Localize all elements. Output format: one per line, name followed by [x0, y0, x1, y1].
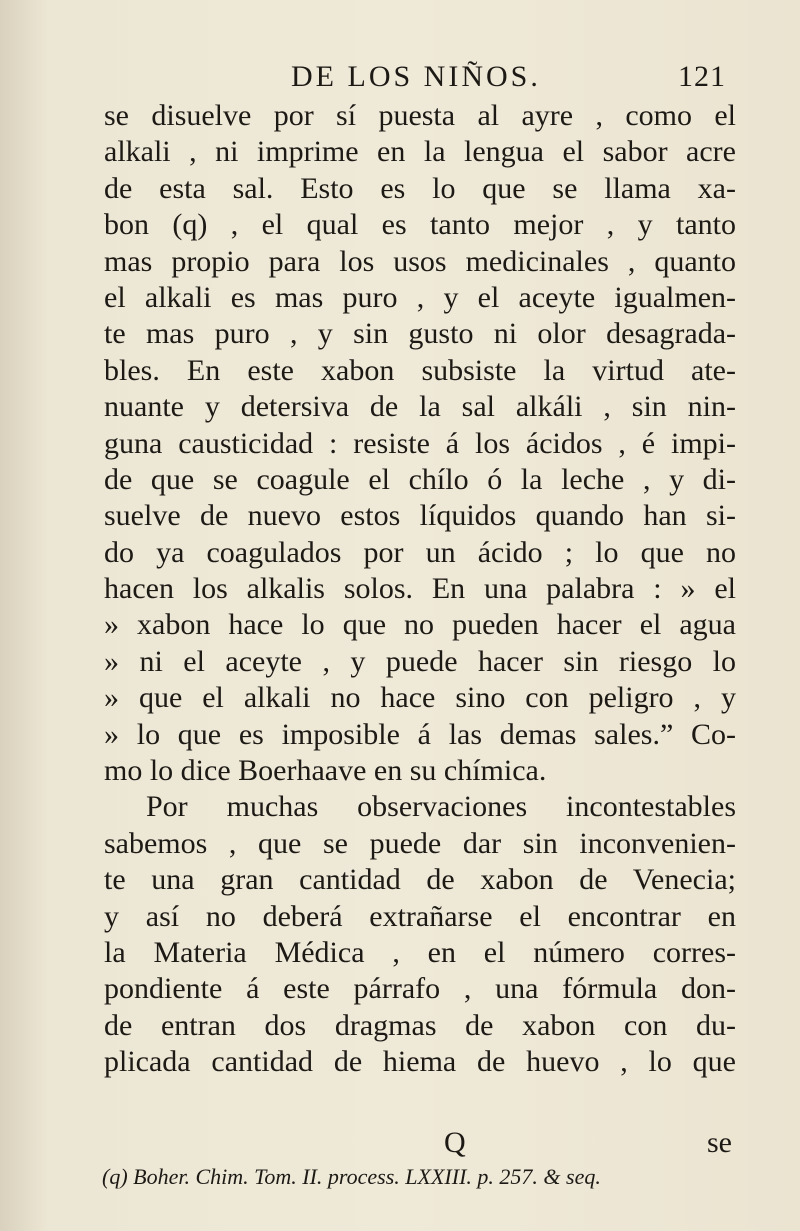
text-line: te una gran cantidad de xabon de Venecia;: [104, 863, 736, 897]
text-line: » xabon hace lo que no pueden hacer el agua: [104, 608, 736, 642]
footnote: (q) Boher. Chim. Tom. II. process. LXXIII. p. 257. & seq.: [102, 1164, 601, 1189]
text-line: pondiente á este párrafo , una fórmula don-: [104, 972, 736, 1006]
text-line: guna causticidad : resiste á los ácidos , é impi-: [104, 426, 736, 460]
text-line: de entran dos dragmas de xabon con du-: [104, 1008, 736, 1042]
text-line: bles. En este xabon subsiste la virtud ate-: [104, 353, 736, 387]
text-line: de esta sal. Esto es lo que se llama xa-: [104, 171, 736, 205]
text-line: nuante y detersiva de la sal alkáli , sin nin-: [104, 390, 736, 424]
text-line: sabemos , que se puede dar sin inconvenien-: [104, 826, 736, 860]
text-line: suelve de nuevo estos líquidos quando han si-: [104, 499, 736, 533]
text-line: la Materia Médica , en el número corres-: [104, 935, 736, 969]
signature-row: [104, 1126, 736, 1160]
body-text: [104, 98, 736, 1081]
catchword: se: [707, 1126, 732, 1159]
text-line: plicada cantidad de hiema de huevo , lo que: [104, 1045, 736, 1079]
text-line: do ya coagulados por un ácido ; lo que no: [104, 535, 736, 569]
page-header: [0, 60, 800, 100]
text-line: se disuelve por sí puesta al ayre , como el: [104, 99, 736, 132]
running-title: DE LOS NIÑOS.: [291, 60, 541, 93]
text-line: mo lo dice Boerhaave en su chímica.: [104, 754, 547, 788]
text-line: Por muchas observaciones incontestables: [146, 790, 736, 824]
text-line: bon (q) , el qual es tanto mejor , y tanto: [104, 208, 736, 242]
text-line: y así no deberá extrañarse el encontrar en: [104, 899, 736, 933]
text-line: » lo que es imposible á las demas sales.” Co-: [104, 717, 736, 751]
text-line: el alkali es mas puro , y el aceyte igualmen-: [104, 280, 736, 314]
text-line: alkali , ni imprime en la lengua el sabor acre: [104, 135, 736, 169]
text-line: de que se coagule el chílo ó la leche , y di-: [104, 462, 736, 496]
text-line: » que el alkali no hace sino con peligro , y: [104, 681, 736, 715]
page-number: 121: [678, 60, 726, 93]
text-line: » ni el aceyte , y puede hacer sin riesgo lo: [104, 644, 736, 678]
signature-mark: Q: [444, 1126, 466, 1159]
text-line: mas propio para los usos medicinales , quanto: [104, 244, 736, 278]
text-line: hacen los alkalis solos. En una palabra : » el: [104, 572, 736, 606]
text-line: te mas puro , y sin gusto ni olor desagrada-: [104, 317, 736, 351]
